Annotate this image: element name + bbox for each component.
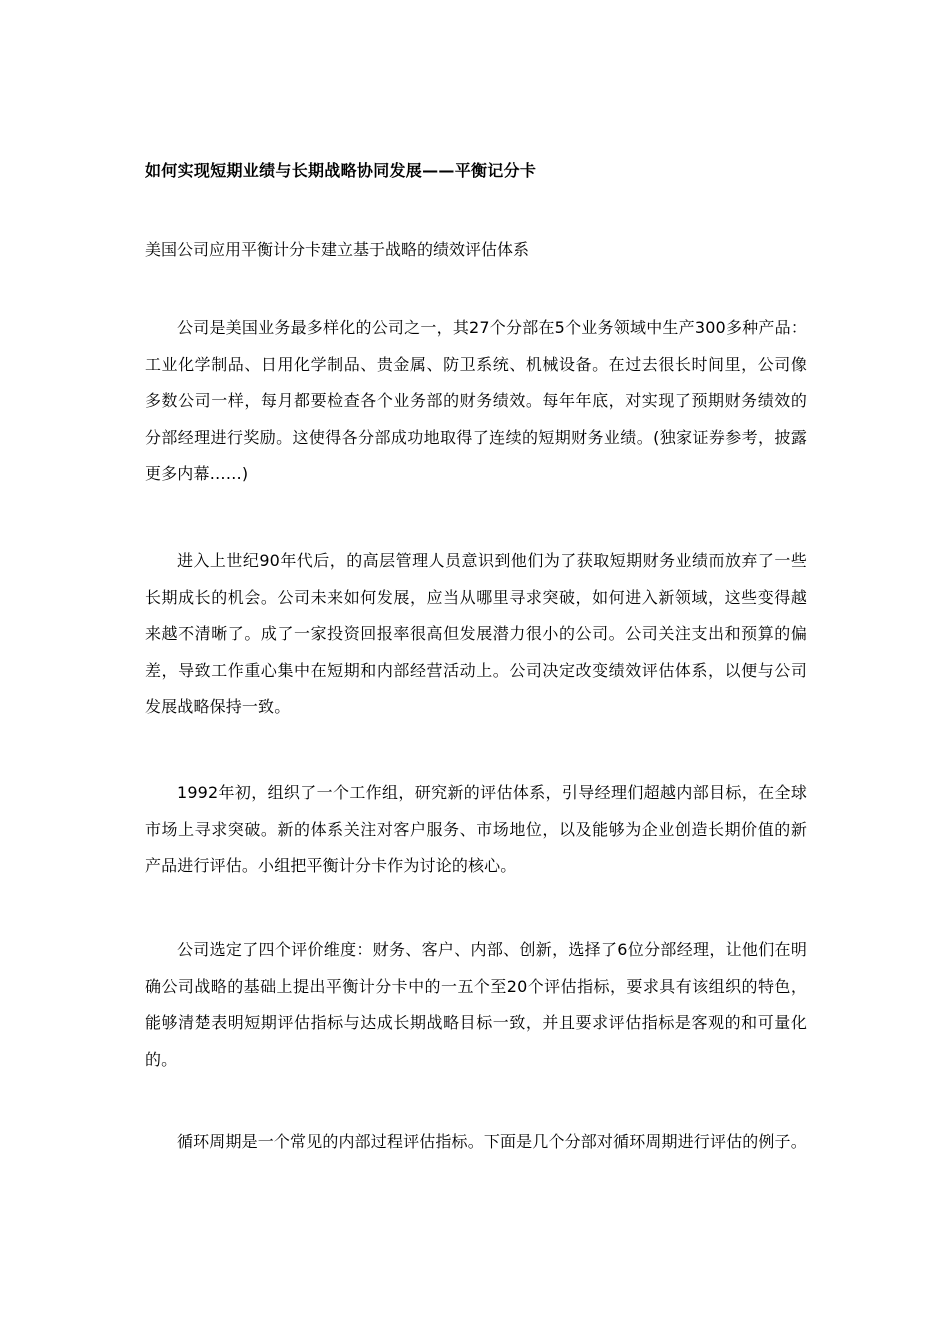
document-title: 如何实现短期业绩与长期战略协同发展——平衡记分卡: [145, 161, 537, 180]
document-subtitle: 美国公司应用平衡计分卡建立基于战略的绩效评估体系: [145, 240, 530, 259]
paragraph-1: 公司是美国业务最多样化的公司之一，其27个分部在5个业务领域中生产300多种产品：工业化学制品、日用化学制品、贵金属、防卫系统、机械设备。在过去很长时间里，公司像多数公司一样，每月都要检查各个业务部的财务绩效。每年年底，对实现了预期财务绩效的分部经理进行奖励。这使得各分部成功地取得了连续的短期财务业绩。(独家证券参考，披露更多内幕……): [145, 318, 807, 483]
paragraph-4: 公司选定了四个评价维度：财务、客户、内部、创新，选择了6位分部经理，让他们在明确公司战略的基础上提出平衡计分卡中的一五个至20个评估指标，要求具有该组织的特色，能够清楚表明短期评估指标与达成长期战略目标一致，并且要求评估指标是客观的和可量化的。: [145, 940, 807, 1069]
document-page: [145, 0, 807, 1344]
paragraph-5: 循环周期是一个常见的内部过程评估指标。下面是几个分部对循环周期进行评估的例子。: [177, 1132, 807, 1151]
paragraph-2: 进入上世纪90年代后，的高层管理人员意识到他们为了获取短期财务业绩而放弃了一些长期成长的机会。公司未来如何发展，应当从哪里寻求突破，如何进入新领域，这些变得越来越不清晰了。成了一家投资回报率很高但发展潜力很小的公司。公司关注支出和预算的偏差，导致工作重心集中在短期和内部经营活动上。公司决定改变绩效评估体系，以便与公司发展战略保持一致。: [145, 551, 807, 716]
paragraph-3: 1992年初，组织了一个工作组，研究新的评估体系，引导经理们超越内部目标，在全球市场上寻求突破。新的体系关注对客户服务、市场地位，以及能够为企业创造长期价值的新产品进行评估。小组把平衡计分卡作为讨论的核心。: [145, 783, 807, 875]
